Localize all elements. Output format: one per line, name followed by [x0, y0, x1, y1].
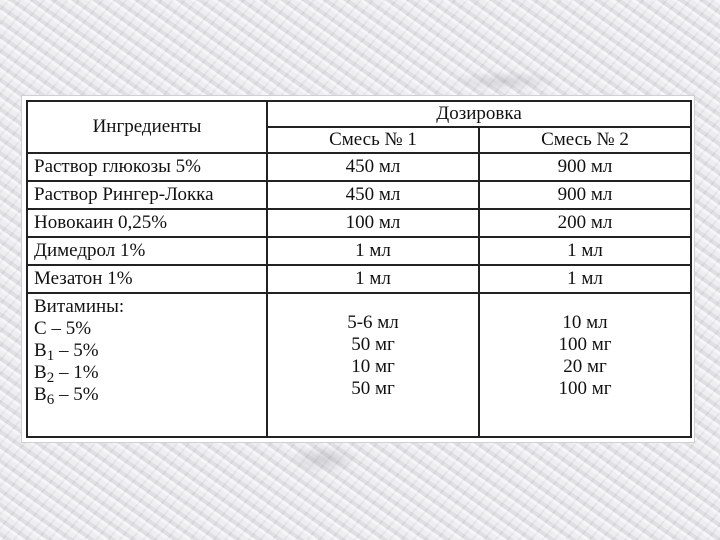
mix-2-value: 20 мг: [563, 356, 607, 377]
mix-2-value: 100 мг: [558, 378, 612, 399]
vitamins-row: [27, 293, 691, 437]
mix-2-value: 200 мл: [479, 209, 691, 237]
mix-2-value: 1 мл: [479, 265, 691, 293]
mix-2-value: 900 мл: [479, 181, 691, 209]
header-ingredients: Ингредиенты: [27, 101, 267, 153]
table-row: [27, 237, 691, 265]
header-mix-1: Смесь № 1: [267, 127, 479, 153]
ingredient-name: Мезатон 1%: [27, 265, 267, 293]
vitamins-cell: [27, 293, 267, 437]
table-row: [27, 181, 691, 209]
table-panel: [22, 96, 694, 442]
mix-1-value: 450 мл: [267, 181, 479, 209]
vitamins-mix-1: [267, 293, 479, 437]
header-mix-2: Смесь № 2: [479, 127, 691, 153]
ingredient-name: Новокаин 0,25%: [27, 209, 267, 237]
mix-2-value: 900 мл: [479, 153, 691, 181]
mix-2-value: 100 мг: [558, 334, 612, 355]
vitamins-mix-2: [479, 293, 691, 437]
table-row: [27, 153, 691, 181]
mix-1-value: 10 мг: [351, 356, 395, 377]
mix-1-value: 100 мл: [267, 209, 479, 237]
ingredient-name: Раствор Рингер-Локка: [27, 181, 267, 209]
vitamins-title: Витамины:: [34, 296, 125, 317]
mix-1-value: 1 мл: [267, 237, 479, 265]
table-row: [27, 209, 691, 237]
ingredient-name: Димедрол 1%: [27, 237, 267, 265]
mix-1-value: 5-6 мл: [347, 312, 399, 333]
table-row: [27, 265, 691, 293]
mix-1-value: 50 мг: [351, 378, 395, 399]
vitamin-label: С – 5%: [34, 318, 92, 339]
header-dosage: Дозировка: [267, 101, 691, 127]
mix-2-value: 1 мл: [479, 237, 691, 265]
mix-1-value: 450 мл: [267, 153, 479, 181]
vitamin-label: $В_2 - 1\%$: [34, 362, 99, 386]
vitamin-label: $В_6 - 5\%$: [34, 384, 99, 408]
mix-2-value: 10 мл: [562, 312, 608, 333]
mix-1-value: 1 мл: [267, 265, 479, 293]
ingredient-name: Раствор глюкозы 5%: [27, 153, 267, 181]
dosage-table: [26, 100, 692, 438]
vitamin-label: $В_1 - 5\%$: [34, 340, 99, 364]
mix-1-value: 50 мг: [351, 334, 395, 355]
